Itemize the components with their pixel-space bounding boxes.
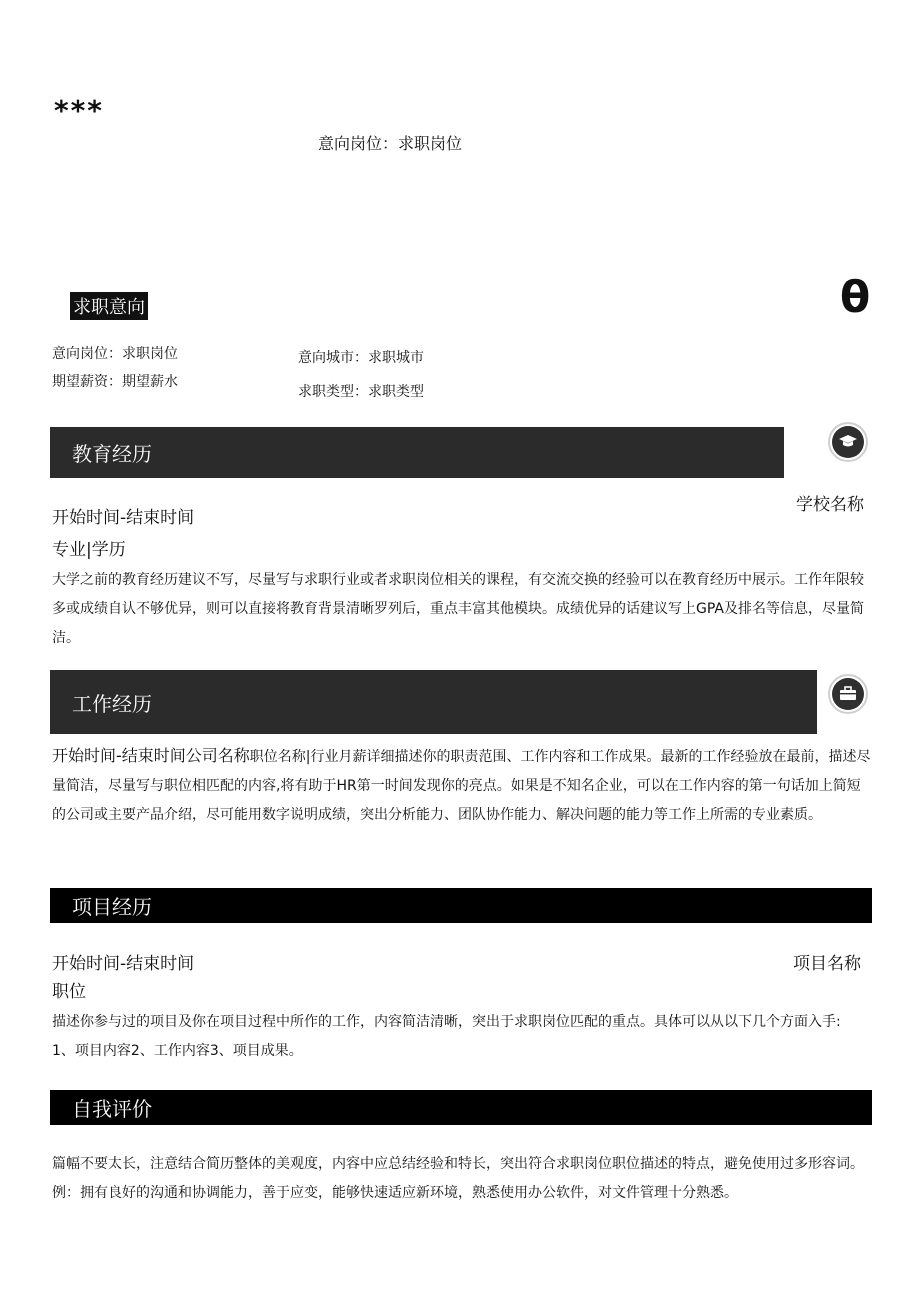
education-time: 开始时间-结束时间	[52, 508, 195, 528]
work-icon-badge	[828, 674, 868, 714]
work-section-header	[50, 670, 817, 734]
project-description-line1: 描述你参与过的项目及你在项目过程中所作的工作，内容简洁清晰，突出于求职岗位匹配的重点。具体可以从以下几个方面入手:	[52, 1014, 841, 1030]
graduation-cap-icon	[838, 434, 858, 450]
education-major: 专业|学历	[52, 540, 126, 560]
education-description: 大学之前的教育经历建议不写，尽量写与求职行业或者求职岗位相关的课程，有交流交换的经验可以在教育经历中展示。工作年限较多或成绩自认不够优异，则可以直接将教育背景清晰罗列后，重点丰富其他模块。成绩优异的话建议写上GPA及排名等信息，尽量简洁。	[52, 572, 864, 646]
project-name: 项目名称	[793, 954, 861, 974]
work-header-line: 开始时间-结束时间公司名称	[52, 746, 250, 765]
education-icon-badge	[828, 422, 868, 462]
project-description-line2: 1、项目内容2、工作内容3、项目成果。	[52, 1043, 303, 1059]
briefcase-icon	[839, 686, 857, 702]
self-description: 篇幅不要太长，注意结合简历整体的美观度，内容中应总结经验和特长，突出符合求职岗位职位描述的特点，避免使用过多形容词。例：拥有良好的沟通和协调能力，善于应变，能够快速适应新环境，熟悉使用办公软件，对文件管理十分熟悉。	[52, 1156, 864, 1201]
work-content	[52, 741, 872, 830]
education-school: 学校名称	[796, 495, 864, 515]
logo-glyph: θ	[840, 272, 871, 323]
project-role: 职位	[52, 982, 86, 1002]
project-section-header	[50, 888, 872, 923]
intent-salary: 期望薪资：期望薪水	[52, 374, 178, 390]
intent-city: 意向城市：求职城市	[298, 350, 424, 366]
project-section-title: 项目经历	[72, 895, 152, 919]
education-section-header	[50, 427, 784, 478]
work-section-title: 工作经历	[72, 691, 152, 716]
intent-type: 求职类型：求职类型	[298, 384, 424, 400]
intent-position: 意向岗位：求职岗位	[52, 346, 178, 362]
header-position: 意向岗位：求职岗位	[318, 134, 463, 153]
self-section-title: 自我评价	[72, 1097, 152, 1121]
intent-section-title: 求职意向	[70, 292, 148, 320]
project-time: 开始时间-结束时间	[52, 954, 195, 974]
work-description: 职位名称|行业月薪详细描述你的职责范围、工作内容和工作成果。最新的工作经验放在最前，描述尽量简洁，尽量写与职位相匹配的内容,将有助于HR第一时间发现你的亮点。如果是不知名企业，可以在工作内容的第一句话加上简短的公司或主要产品介绍，尽可能用数字说明成绩，突出分析能力、团队协作能力、解决问题的能力等工作上所需的专业素质。	[52, 749, 871, 823]
self-section-header	[50, 1090, 872, 1125]
candidate-name: ***	[54, 94, 104, 127]
education-section-title: 教育经历	[72, 442, 152, 466]
